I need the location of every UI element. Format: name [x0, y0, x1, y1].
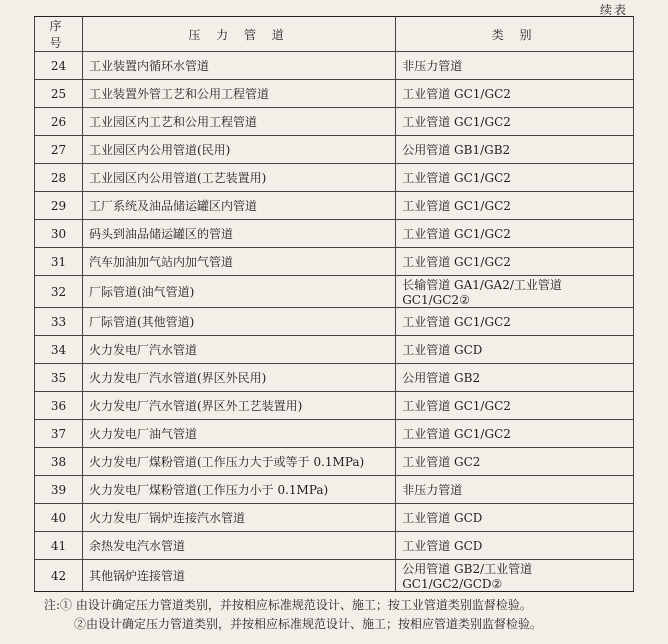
row-category-cell: 公用管道 GB2	[396, 364, 634, 392]
table-row	[35, 364, 634, 392]
row-number-cell: 35	[35, 364, 83, 392]
row-pipeline-cell: 火力发电厂锅炉连接汽水管道	[82, 504, 395, 532]
table-row	[35, 136, 634, 164]
table-row	[35, 276, 634, 308]
column-header-category: 类 别	[396, 17, 634, 52]
row-pipeline-cell: 工厂系统及油品储运罐区内管道	[82, 192, 395, 220]
row-pipeline-cell: 其他锅炉连接管道	[82, 560, 395, 592]
column-header-number: 序号	[35, 17, 83, 52]
table-row	[35, 476, 634, 504]
row-pipeline-cell: 火力发电厂汽水管道(界区外工艺装置用)	[82, 392, 395, 420]
table-row	[35, 420, 634, 448]
table-row	[35, 392, 634, 420]
note-1: 注:① 由设计确定压力管道类别，并按相应标准规范设计、施工；按工业管道类别监督检验。	[44, 598, 532, 612]
pressure-pipeline-classification-table	[34, 16, 634, 592]
row-number-cell: 33	[35, 308, 83, 336]
row-pipeline-cell: 火力发电厂煤粉管道(工作压力大于或等于 0.1MPa)	[82, 448, 395, 476]
table-row	[35, 448, 634, 476]
table-row	[35, 52, 634, 80]
row-number-cell: 28	[35, 164, 83, 192]
row-number-cell: 34	[35, 336, 83, 364]
row-category-cell: 公用管道 GB2/工业管道 GC1/GC2/GCD②	[396, 560, 634, 592]
row-number-cell: 42	[35, 560, 83, 592]
table-row	[35, 192, 634, 220]
continued-table-label: 续表	[599, 3, 628, 17]
note-2: ②由设计确定压力管道类别，并按相应标准规范设计、施工；按相应管道类别监督检验。	[74, 617, 543, 631]
row-pipeline-cell: 火力发电厂汽水管道(界区外民用)	[82, 364, 395, 392]
row-pipeline-cell: 码头到油品储运罐区的管道	[82, 220, 395, 248]
table-notes	[44, 596, 542, 634]
row-category-cell: 工业管道 GC1/GC2	[396, 248, 634, 276]
row-category-cell: 非压力管道	[396, 476, 634, 504]
table-header-row	[35, 17, 634, 52]
row-number-cell: 38	[35, 448, 83, 476]
row-category-cell: 工业管道 GC1/GC2	[396, 164, 634, 192]
row-pipeline-cell: 火力发电厂汽水管道	[82, 336, 395, 364]
row-pipeline-cell: 余热发电汽水管道	[82, 532, 395, 560]
row-pipeline-cell: 工业园区内公用管道(民用)	[82, 136, 395, 164]
row-category-cell: 公用管道 GB1/GB2	[396, 136, 634, 164]
row-number-cell: 41	[35, 532, 83, 560]
row-pipeline-cell: 厂际管道(其他管道)	[82, 308, 395, 336]
row-pipeline-cell: 工业装置外管工艺和公用工程管道	[82, 80, 395, 108]
row-category-cell: 工业管道 GC2	[396, 448, 634, 476]
row-category-cell: 工业管道 GC1/GC2	[396, 220, 634, 248]
row-number-cell: 30	[35, 220, 83, 248]
row-number-cell: 40	[35, 504, 83, 532]
table-row	[35, 248, 634, 276]
table-body	[35, 52, 634, 592]
row-pipeline-cell: 汽车加油加气站内加气管道	[82, 248, 395, 276]
row-category-cell: 非压力管道	[396, 52, 634, 80]
table-row	[35, 560, 634, 592]
row-pipeline-cell: 火力发电厂油气管道	[82, 420, 395, 448]
row-number-cell: 24	[35, 52, 83, 80]
row-pipeline-cell: 火力发电厂煤粉管道(工作压力小于 0.1MPa)	[82, 476, 395, 504]
row-number-cell: 37	[35, 420, 83, 448]
row-category-cell: 工业管道 GC1/GC2	[396, 80, 634, 108]
table-row	[35, 532, 634, 560]
table-row	[35, 80, 634, 108]
table-row	[35, 164, 634, 192]
row-number-cell: 31	[35, 248, 83, 276]
table-row	[35, 504, 634, 532]
row-category-cell: 工业管道 GC1/GC2	[396, 392, 634, 420]
table-row	[35, 308, 634, 336]
row-number-cell: 26	[35, 108, 83, 136]
row-number-cell: 25	[35, 80, 83, 108]
row-pipeline-cell: 工业装置内循环水管道	[82, 52, 395, 80]
row-category-cell: 工业管道 GCD	[396, 504, 634, 532]
row-category-cell: 工业管道 GCD	[396, 532, 634, 560]
row-category-cell: 工业管道 GCD	[396, 336, 634, 364]
table-row	[35, 336, 634, 364]
row-number-cell: 39	[35, 476, 83, 504]
table-row	[35, 220, 634, 248]
row-category-cell: 长输管道 GA1/GA2/工业管道 GC1/GC2②	[396, 276, 634, 308]
row-category-cell: 工业管道 GC1/GC2	[396, 192, 634, 220]
row-category-cell: 工业管道 GC1/GC2	[396, 420, 634, 448]
column-header-pipeline: 压 力 管 道	[82, 17, 395, 52]
table-row	[35, 108, 634, 136]
row-pipeline-cell: 工业园区内工艺和公用工程管道	[82, 108, 395, 136]
row-category-cell: 工业管道 GC1/GC2	[396, 308, 634, 336]
row-number-cell: 36	[35, 392, 83, 420]
row-pipeline-cell: 厂际管道(油气管道)	[82, 276, 395, 308]
row-number-cell: 27	[35, 136, 83, 164]
row-number-cell: 32	[35, 276, 83, 308]
row-number-cell: 29	[35, 192, 83, 220]
row-category-cell: 工业管道 GC1/GC2	[396, 108, 634, 136]
row-pipeline-cell: 工业园区内公用管道(工艺装置用)	[82, 164, 395, 192]
